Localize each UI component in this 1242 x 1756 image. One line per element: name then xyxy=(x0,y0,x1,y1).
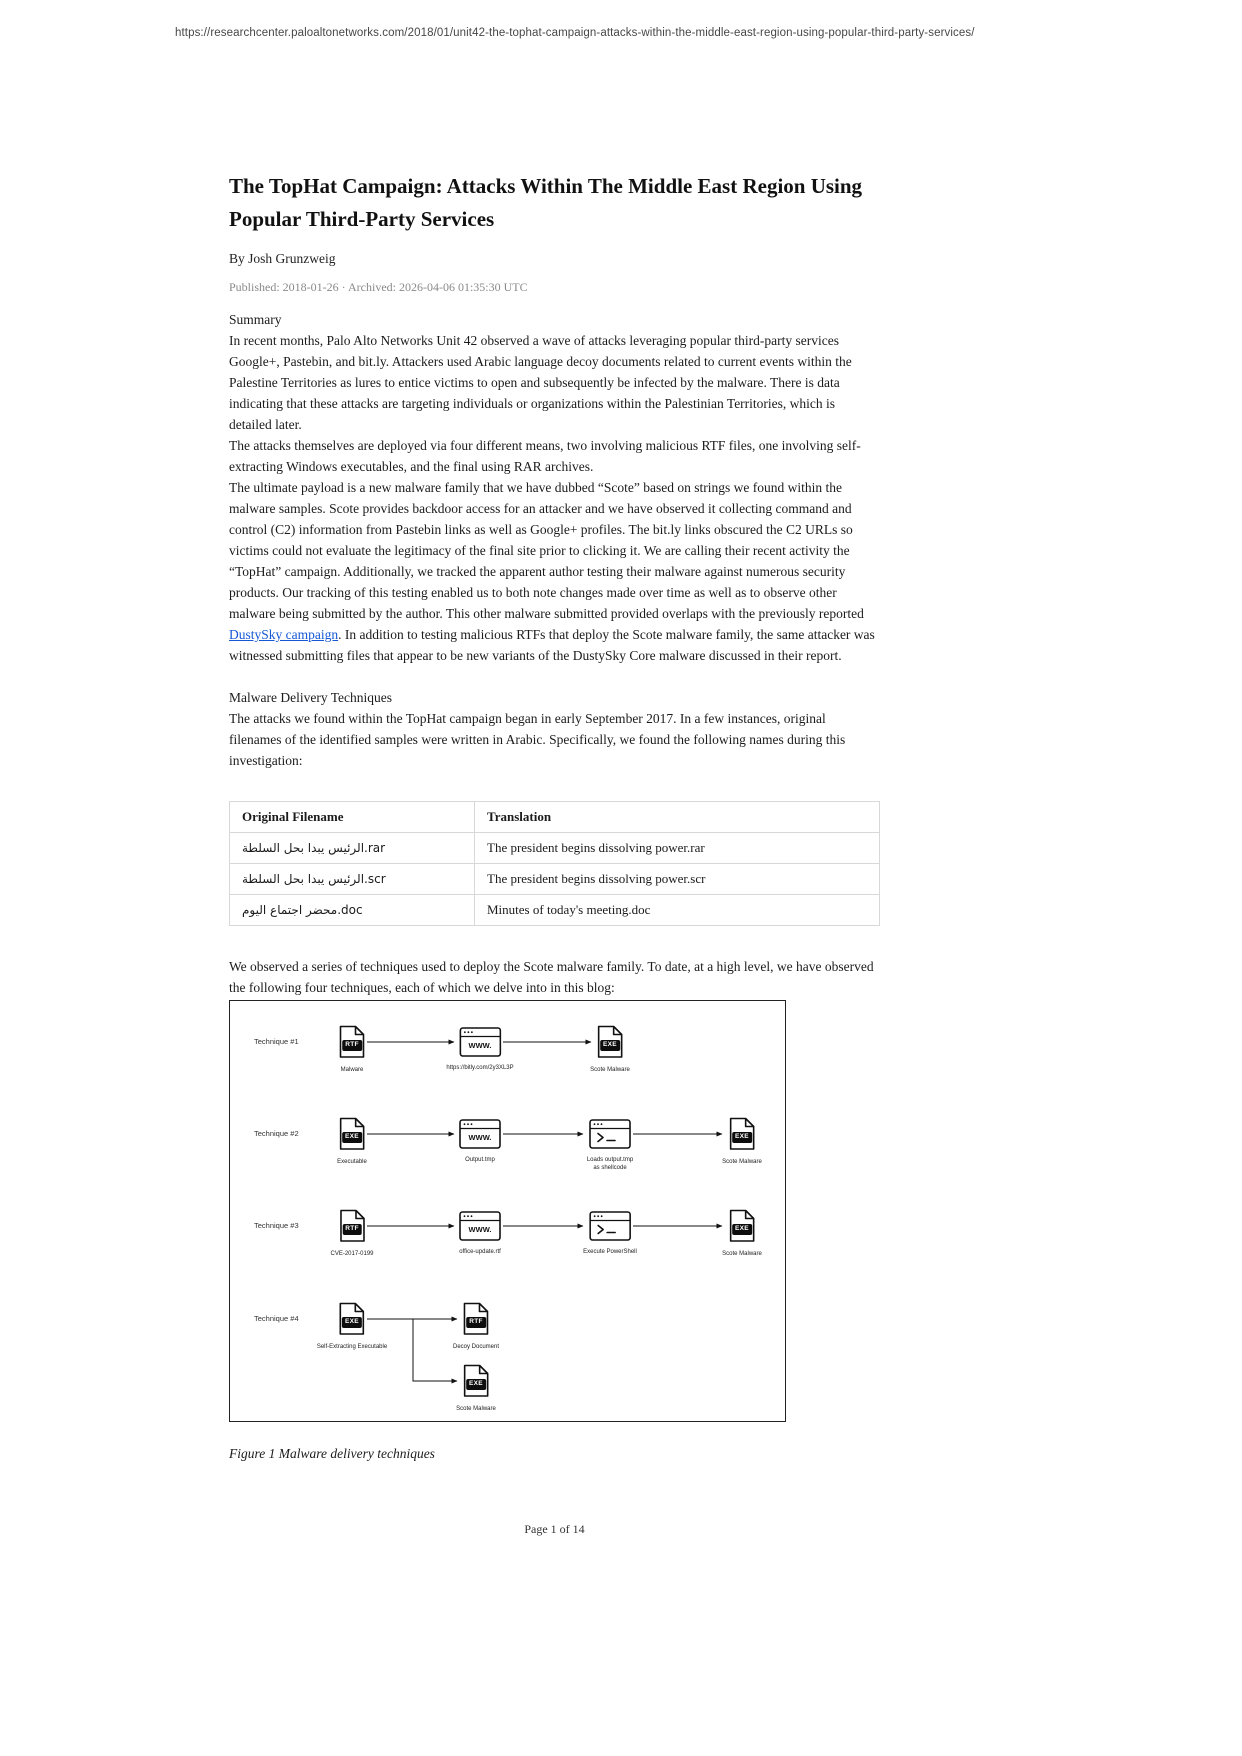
original-filename-cell: الرئيس يبدا بحل السلطة.rar xyxy=(230,833,475,864)
article-content xyxy=(229,170,880,1462)
node-caption: https://bitly.com/2y3XL3P xyxy=(446,1065,514,1071)
file-node xyxy=(722,1117,762,1167)
column-header-translation: Translation xyxy=(475,802,880,833)
node-caption: CVE-2017-0199 xyxy=(330,1251,374,1257)
terminal-icon xyxy=(589,1119,631,1154)
byline: By Josh Grunzweig xyxy=(229,251,336,266)
column-header-original-filename: Original Filename xyxy=(230,802,475,833)
file-node xyxy=(337,1117,367,1167)
technique-3-label: Technique #3 xyxy=(254,1221,299,1230)
summary-heading: Summary xyxy=(229,312,282,327)
exe-file-icon xyxy=(729,1209,755,1248)
node-caption: Decoy Document xyxy=(452,1344,500,1350)
original-filename-cell: محضر اجتماع اليوم.doc xyxy=(230,895,475,926)
browser-node xyxy=(446,1027,513,1073)
file-type-badge: EXE xyxy=(466,1379,486,1390)
techniques-intro-paragraph: We observed a series of techniques used to deploy the Scote malware family. To date, at a high level, we have observed the following four techniques, each of which we delve into in this blog: xyxy=(229,959,874,995)
summary-paragraph-2: The attacks themselves are deployed via four different means, two involving malicious RTF files, one involving self-extracting Windows executables, and the final using RAR archives. xyxy=(229,438,861,474)
rtf-file-icon xyxy=(463,1302,489,1341)
file-node xyxy=(722,1209,762,1259)
node-caption: Output.tmp xyxy=(465,1157,495,1163)
node-caption: Scote Malware xyxy=(722,1159,762,1165)
node-caption: Scote Malware xyxy=(590,1067,630,1073)
figure-malware-delivery-techniques xyxy=(229,1000,786,1422)
www-label: WWW. xyxy=(468,1133,492,1142)
file-node xyxy=(453,1302,499,1352)
page-footer: Page 1 of 14 xyxy=(524,1522,585,1536)
delivery-paragraph: The attacks we found within the TopHat campaign began in early September 2017. In a few instances, original filenames of the identified samples were written in Arabic. Specifically, we found the following names during this investigation: xyxy=(229,711,846,768)
summary-paragraph-1: In recent months, Palo Alto Networks Unit 42 observed a wave of attacks leveraging popular third-party services Google+, Pastebin, and bit.ly. Attackers used Arabic language decoy documents related to current events within the Palestine Territories as lures to entice victims to open and subsequently be infected by the malware. There is data indicating that these attacks are targeting individuals or organizations within the Palestinian Territories, which is detailed later. xyxy=(229,333,852,432)
file-type-badge: EXE xyxy=(342,1317,362,1328)
node-caption: Scote Malware xyxy=(456,1406,496,1412)
browser-window-icon xyxy=(459,1027,501,1062)
terminal-node xyxy=(584,1119,636,1172)
file-type-badge: EXE xyxy=(732,1224,752,1235)
terminal-icon xyxy=(589,1211,631,1246)
table-row xyxy=(230,895,880,926)
exe-file-icon xyxy=(729,1117,755,1156)
summary-paragraph-3 xyxy=(229,477,880,666)
browser-window-icon xyxy=(459,1211,501,1246)
node-caption: Malware xyxy=(340,1067,364,1073)
exe-file-icon xyxy=(339,1302,365,1341)
technique-4-label: Technique #4 xyxy=(254,1314,299,1323)
node-caption: Executable xyxy=(337,1159,367,1165)
delivery-techniques-heading: Malware Delivery Techniques xyxy=(229,690,392,705)
technique-1-label: Technique #1 xyxy=(254,1037,299,1046)
original-filename-cell: الرئيس يبدا بحل السلطة.scr xyxy=(230,864,475,895)
page-url: https://researchcenter.paloaltonetworks.com/2018/01/unit42-the-tophat-campaign-attacks-within-the-middle-east-region-using-popular-third-party-services/ xyxy=(175,27,975,39)
table-row xyxy=(230,833,880,864)
rtf-file-icon xyxy=(339,1025,365,1064)
file-node xyxy=(330,1209,373,1259)
rtf-file-icon xyxy=(339,1209,365,1248)
technique-2-label: Technique #2 xyxy=(254,1129,299,1138)
file-type-badge: EXE xyxy=(732,1132,752,1143)
paragraph-text: The ultimate payload is a new malware family that we have dubbed “Scote” based on strings we found within the malware samples. Scote provides backdoor access for an attacker and we have observed it collecting command and control (C2) information from Pastebin links as well as Google+ profiles. The bit.ly links obscured the C2 URLs so victims could not evaluate the legitimacy of the final site prior to clicking it. We are calling their recent activity the “TopHat” campaign. Additionally, we tracked the apparent author testing their malware against numerous security products. Our tracking of this testing enabled us to both note changes made over time as well as to observe other malware being submitted by the author. This other malware submitted provided overlaps with the previously reported xyxy=(229,480,864,621)
figure-caption: Figure 1 Malware delivery techniques xyxy=(229,1446,435,1461)
table-row xyxy=(230,864,880,895)
file-type-badge: RTF xyxy=(342,1224,362,1235)
table-header-row xyxy=(230,802,880,833)
file-type-badge: EXE xyxy=(342,1132,362,1143)
file-type-badge: RTF xyxy=(342,1040,362,1051)
filenames-table xyxy=(229,801,880,926)
browser-node xyxy=(459,1211,501,1257)
file-node xyxy=(456,1364,496,1414)
translation-cell: Minutes of today's meeting.doc xyxy=(475,895,880,926)
file-node xyxy=(339,1025,365,1075)
publish-meta: Published: 2018-01-26 · Archived: 2026-04-06 01:35:30 UTC xyxy=(229,280,528,294)
dustysky-campaign-link[interactable]: DustySky campaign xyxy=(229,627,339,642)
node-caption: Loads output.tmp as shellcode xyxy=(586,1157,634,1171)
file-node xyxy=(590,1025,630,1075)
browser-window-icon xyxy=(459,1119,501,1154)
www-label: WWW. xyxy=(468,1225,492,1234)
exe-file-icon xyxy=(463,1364,489,1403)
node-caption: Self-Extracting Executable xyxy=(316,1344,388,1350)
node-caption: Scote Malware xyxy=(722,1251,762,1257)
browser-node xyxy=(459,1119,501,1165)
translation-cell: The president begins dissolving power.rar xyxy=(475,833,880,864)
file-node xyxy=(317,1302,387,1352)
translation-cell: The president begins dissolving power.scr xyxy=(475,864,880,895)
exe-file-icon xyxy=(339,1117,365,1156)
file-type-badge: EXE xyxy=(600,1040,620,1051)
node-caption: office-update.rtf xyxy=(459,1249,501,1255)
article-title: The TopHat Campaign: Attacks Within The Middle East Region Using Popular Third-Party Services xyxy=(229,174,863,231)
node-caption: Execute PowerShell xyxy=(583,1249,637,1255)
exe-file-icon xyxy=(597,1025,623,1064)
www-label: WWW. xyxy=(468,1041,492,1050)
terminal-node xyxy=(583,1211,637,1257)
file-type-badge: RTF xyxy=(466,1317,486,1328)
paragraph-text: . In addition to testing malicious RTFs that deploy the Scote malware family, the same attacker was witnessed submitting files that appear to be new variants of the DustySky Core malware discussed in their report. xyxy=(229,627,875,663)
